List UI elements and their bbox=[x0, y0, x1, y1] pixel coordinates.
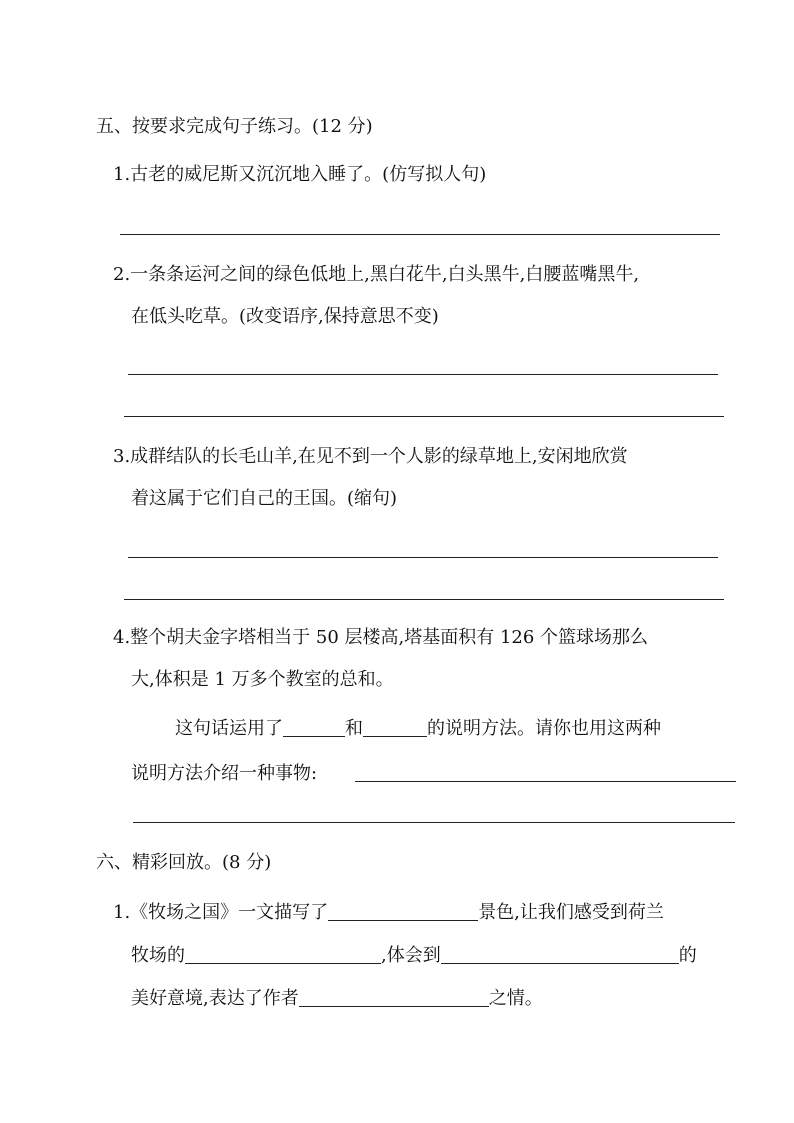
question-4-line-2: 大,体积是 1 万多个教室的总和。 bbox=[131, 669, 394, 690]
question-4-line-1: 4.整个胡夫金字塔相当于 50 层楼高,塔基面积有 126 个篮球场那么 bbox=[113, 627, 649, 648]
question-3-line-2: 着这属于它们自己的王国。(缩句) bbox=[131, 488, 398, 509]
s6-text-5: 的 bbox=[678, 945, 697, 966]
s6-text-3: 牧场的 bbox=[131, 945, 185, 966]
answer-line-q4-1[interactable] bbox=[355, 781, 736, 782]
answer-line-q3-2[interactable] bbox=[124, 599, 724, 600]
task-text-3: 的说明方法。请你也用这两种 bbox=[427, 718, 661, 739]
s6-question-1-line-2 bbox=[131, 945, 697, 967]
question-1-text: 1.古老的威尼斯又沉沉地入睡了。(仿写拟人句) bbox=[113, 164, 487, 185]
s6-text-6: 美好意境,表达了作者 bbox=[131, 988, 299, 1009]
task-text-2: 和 bbox=[345, 718, 363, 739]
question-2-line-1: 2.一条条运河之间的绿色低地上,黑白花牛,白头黑牛,白腰蓝嘴黑牛, bbox=[113, 264, 640, 285]
feeling-blank[interactable] bbox=[299, 988, 489, 1007]
answer-line-q2-1[interactable] bbox=[128, 374, 718, 375]
answer-line-q2-2[interactable] bbox=[124, 416, 724, 417]
answer-line-q3-1[interactable] bbox=[128, 557, 718, 558]
answer-line-q4-2[interactable] bbox=[133, 822, 735, 823]
answer-line-q1[interactable] bbox=[120, 234, 720, 235]
method-blank-1[interactable] bbox=[283, 718, 345, 737]
s6-question-1-line-3 bbox=[131, 988, 543, 1010]
s6-text-1: 1.《牧场之国》一文描写了 bbox=[113, 902, 329, 923]
s6-question-1-line-1 bbox=[113, 902, 664, 924]
s6-text-7: 之情。 bbox=[488, 988, 543, 1009]
method-blank-2[interactable] bbox=[363, 718, 427, 737]
question-4-task-line-1 bbox=[175, 718, 661, 740]
question-4-task-line-2: 说明方法介绍一种事物: bbox=[131, 763, 318, 784]
s6-text-4: ,体会到 bbox=[381, 945, 441, 966]
realize-blank[interactable] bbox=[441, 945, 679, 964]
section-6-heading: 六、精彩回放。(8 分) bbox=[96, 852, 272, 873]
scenery-blank[interactable] bbox=[328, 902, 478, 921]
question-2-line-2: 在低头吃草。(改变语序,保持意思不变) bbox=[131, 306, 439, 327]
s6-text-2: 景色,让我们感受到荷兰 bbox=[478, 902, 664, 923]
question-3-line-1: 3.成群结队的长毛山羊,在见不到一个人影的绿草地上,安闲地欣赏 bbox=[113, 446, 628, 467]
pasture-blank[interactable] bbox=[185, 945, 381, 964]
task-text-1: 这句话运用了 bbox=[175, 718, 283, 739]
section-5-heading: 五、按要求完成句子练习。(12 分) bbox=[96, 116, 373, 137]
